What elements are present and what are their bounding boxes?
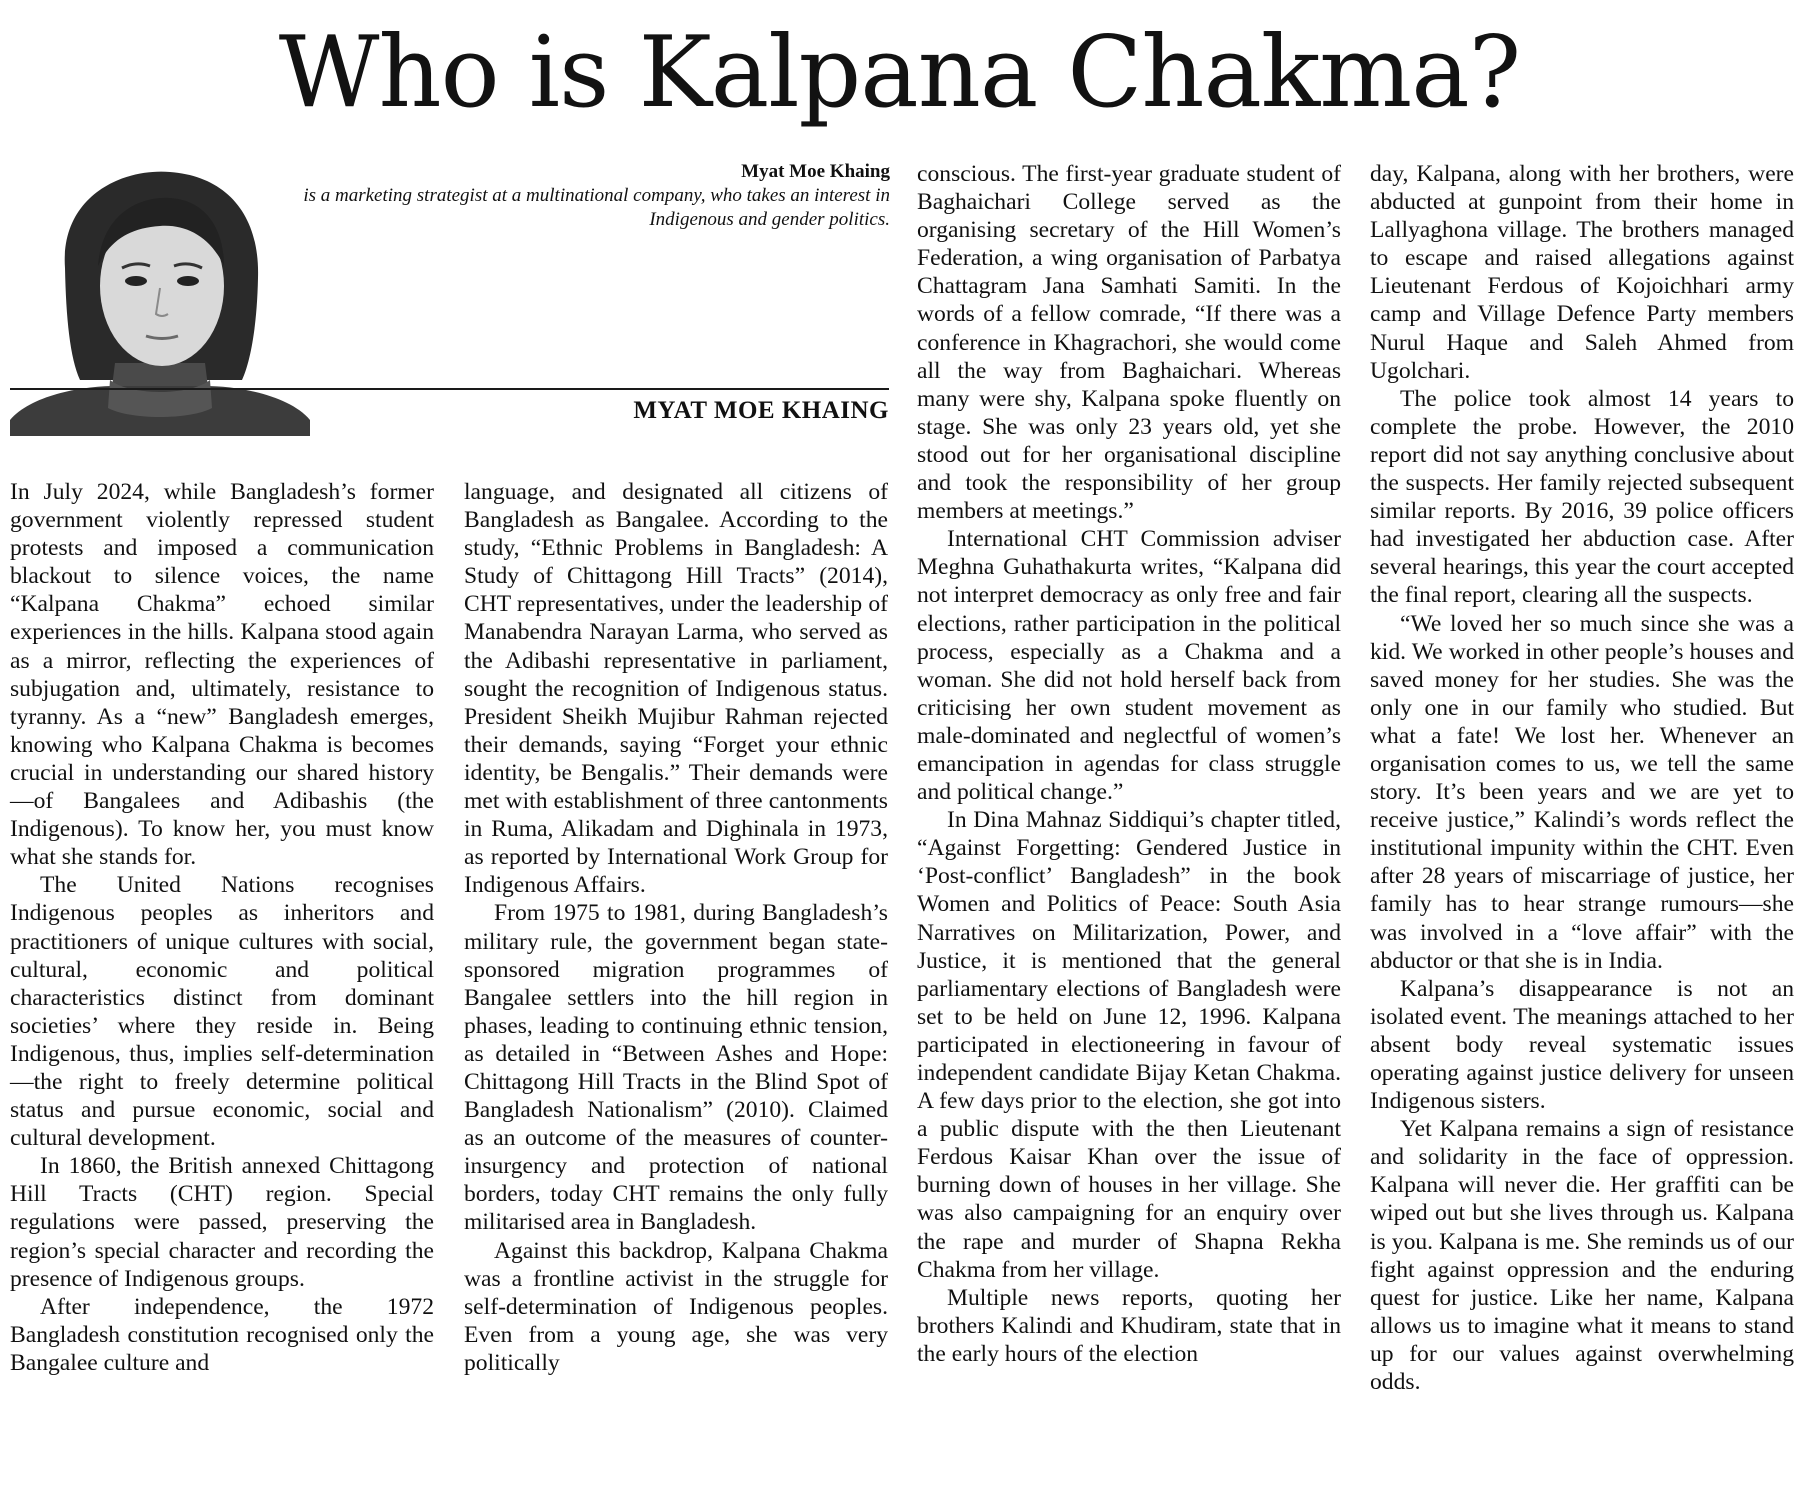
author-bio: is a marketing strategist at a multinational company, who takes an interest in Indigenous and gender politics. [303,185,890,230]
paragraph: Against this backdrop, Kalpana Chakma was a frontline activist in the struggle for self-determination of Indigenous peoples. Even from a young age, she was very politically [464,1237,888,1376]
byline: MYAT MOE KHAING [633,397,889,424]
paragraph: Kalpana’s disappearance is not an isolated event. The meanings attached to her absent body reveal systematic issues operating against justice delivery for unseen Indigenous sisters. [1370,975,1794,1115]
author-info [300,160,890,232]
article-column-2 [464,478,888,1377]
paragraph: The United Nations recognises Indigenous peoples as inheritors and practitioners of unique cultures with social, cultural, economic and political characteristics distinct from dominant societies’ where they reside in. Being Indigenous, thus, implies self-determination—the right to freely determine political status and pursue economic, social and cultural development. [10,872,434,1152]
headline: Who is Kalpana Chakma? [278,16,1521,130]
paragraph: conscious. The first-year graduate student of Baghaichari College served as the organising secretary of the Hill Women’s Federation, a wing organisation of Parbatya Chattagram Jana Samhati Samiti. In the words of a fellow comrade, “If there was a conference in Khagrachori, she would come all the way from Baghaichari. Whereas many were shy, Kalpana spoke fluently on stage. She was only 23 years old, yet she stood out for her organisational discipline and took the responsibility of her group members at meetings.” [917,161,1341,525]
paragraph: Yet Kalpana remains a sign of resistance and solidarity in the face of oppression. Kalpana will never die. Her graffiti can be wiped out but she lives through us. Kalpana is you. Kalpana is me. She reminds us of our fight against oppression and the enduring quest for justice. Like her name, Kalpana allows us to imagine what it means to stand up for our values against overwhelming odds. [1370,1116,1794,1396]
paragraph: Multiple news reports, quoting her brothers Kalindi and Khudiram, state that in the early hours of the election [917,1284,1341,1367]
paragraph: From 1975 to 1981, during Bangladesh’s military rule, the government began state-sponsored migration programmes of Bangalee settlers into the hill region in phases, leading to continuing ethnic tension, as detailed in “Between Ashes and Hope: Chittagong Hill Tracts in the Blind Spot of Bangladesh Nationalism” (2010). Claimed as an outcome of the measures of counter-insurgency and protection of national borders, today CHT remains the only fully militarised area in Bangladesh. [464,900,888,1236]
paragraph: language, and designated all citizens of Bangladesh as Bangalee. According to the study, “Ethnic Problems in Bangladesh: A Study of Chittagong Hill Tracts” (2014), CHT representatives, under the leadership of Manabendra Narayan Larma, who served as the Adibashi representative in parliament, sought the recognition of Indigenous status. President Sheikh Mujibur Rahman rejected their demands, saying “Forget your ethnic identity, be Bengalis.” Their demands were met with establishment of three cantonments in Ruma, Alikadam and Dighinala in 1973, as reported by International Work Group for Indigenous Affairs. [464,479,888,899]
paragraph: In Dina Mahnaz Siddiqui’s chapter titled, “Against Forgetting: Gendered Justice in ‘Post-conflict’ Bangladesh” in the book Women and Politics of Peace: South Asia Narratives on Militarization, Power, and Justice, it is mentioned that the general parliamentary elections of Bangladesh were set to be held on June 12, 1996. Kalpana participated in electioneering in favour of independent candidate Bijay Ketan Chakma. A few days prior to the election, she got into a public dispute with the then Lieutenant Ferdous Kaisar Khan over the issue of burning down of houses in her village. She was also campaigning for an enquiry over the rape and murder of Shapna Rekha Chakma from her village. [917,807,1341,1283]
author-portrait-image [10,158,310,436]
article-column-1 [10,478,434,1377]
author-name: Myat Moe Khaing [741,161,890,182]
paragraph: In 1860, the British annexed Chittagong Hill Tracts (CHT) region. Special regulations were passed, preserving the region’s special character and recording the presence of Indigenous groups. [10,1153,434,1292]
byline-divider [10,388,889,390]
paragraph: After independence, the 1972 Bangladesh constitution recognised only the Bangalee culture and [10,1293,434,1376]
paragraph: International CHT Commission adviser Meghna Guhathakurta writes, “Kalpana did not interpret democracy as only free and fair elections, rather participation in the political process, especially as a Chakma and a woman. She did not hold herself back from criticising her own student movement as male-dominated and neglectful of women’s emancipation in agendas for class struggle and political change.” [917,526,1341,806]
article-column-3 [917,160,1341,1368]
paragraph: In July 2024, while Bangladesh’s former government violently repressed student protests and imposed a communication blackout to silence voices, the name “Kalpana Chakma” echoed similar experiences in the hills. Kalpana stood again as a mirror, reflecting the experiences of subjugation and, ultimately, resistance to tyranny. As a “new” Bangladesh emerges, knowing who Kalpana Chakma is becomes crucial in understanding our shared history—of Bangalees and Adibashis (the Indigenous). To know her, you must know what she stands for. [10,479,434,871]
paragraph: The police took almost 14 years to complete the probe. However, the 2010 report did not say anything conclusive about the suspects. Her family rejected subsequent similar reports. By 2016, 39 police officers had investigated her abduction case. After several hearings, this year the court accepted the final report, clearing all the suspects. [1370,385,1794,609]
article-column-4 [1370,160,1794,1396]
paragraph: “We loved her so much since she was a kid. We worked in other people’s houses and saved money for her studies. She was the only one in our family who studied. But what a fate! We lost her. Whenever an organisation comes to us, we tell the same story. It’s been years and we are yet to receive justice,” Kalindi’s words reflect the institutional impunity within the CHT. Even after 28 years of miscarriage of justice, her family has to hear strange rumours—she was involved in a “love affair” with the abductor or that she is in India. [1370,610,1794,974]
author-photo [10,158,310,436]
paragraph: day, Kalpana, along with her brothers, were abducted at gunpoint from their home in Lallyaghona village. The brothers managed to escape and raised allegations against Lieutenant Ferdous of Kojoichhari army camp and Village Defence Party members Nurul Haque and Saleh Ahmed from Ugolchari. [1370,161,1794,384]
